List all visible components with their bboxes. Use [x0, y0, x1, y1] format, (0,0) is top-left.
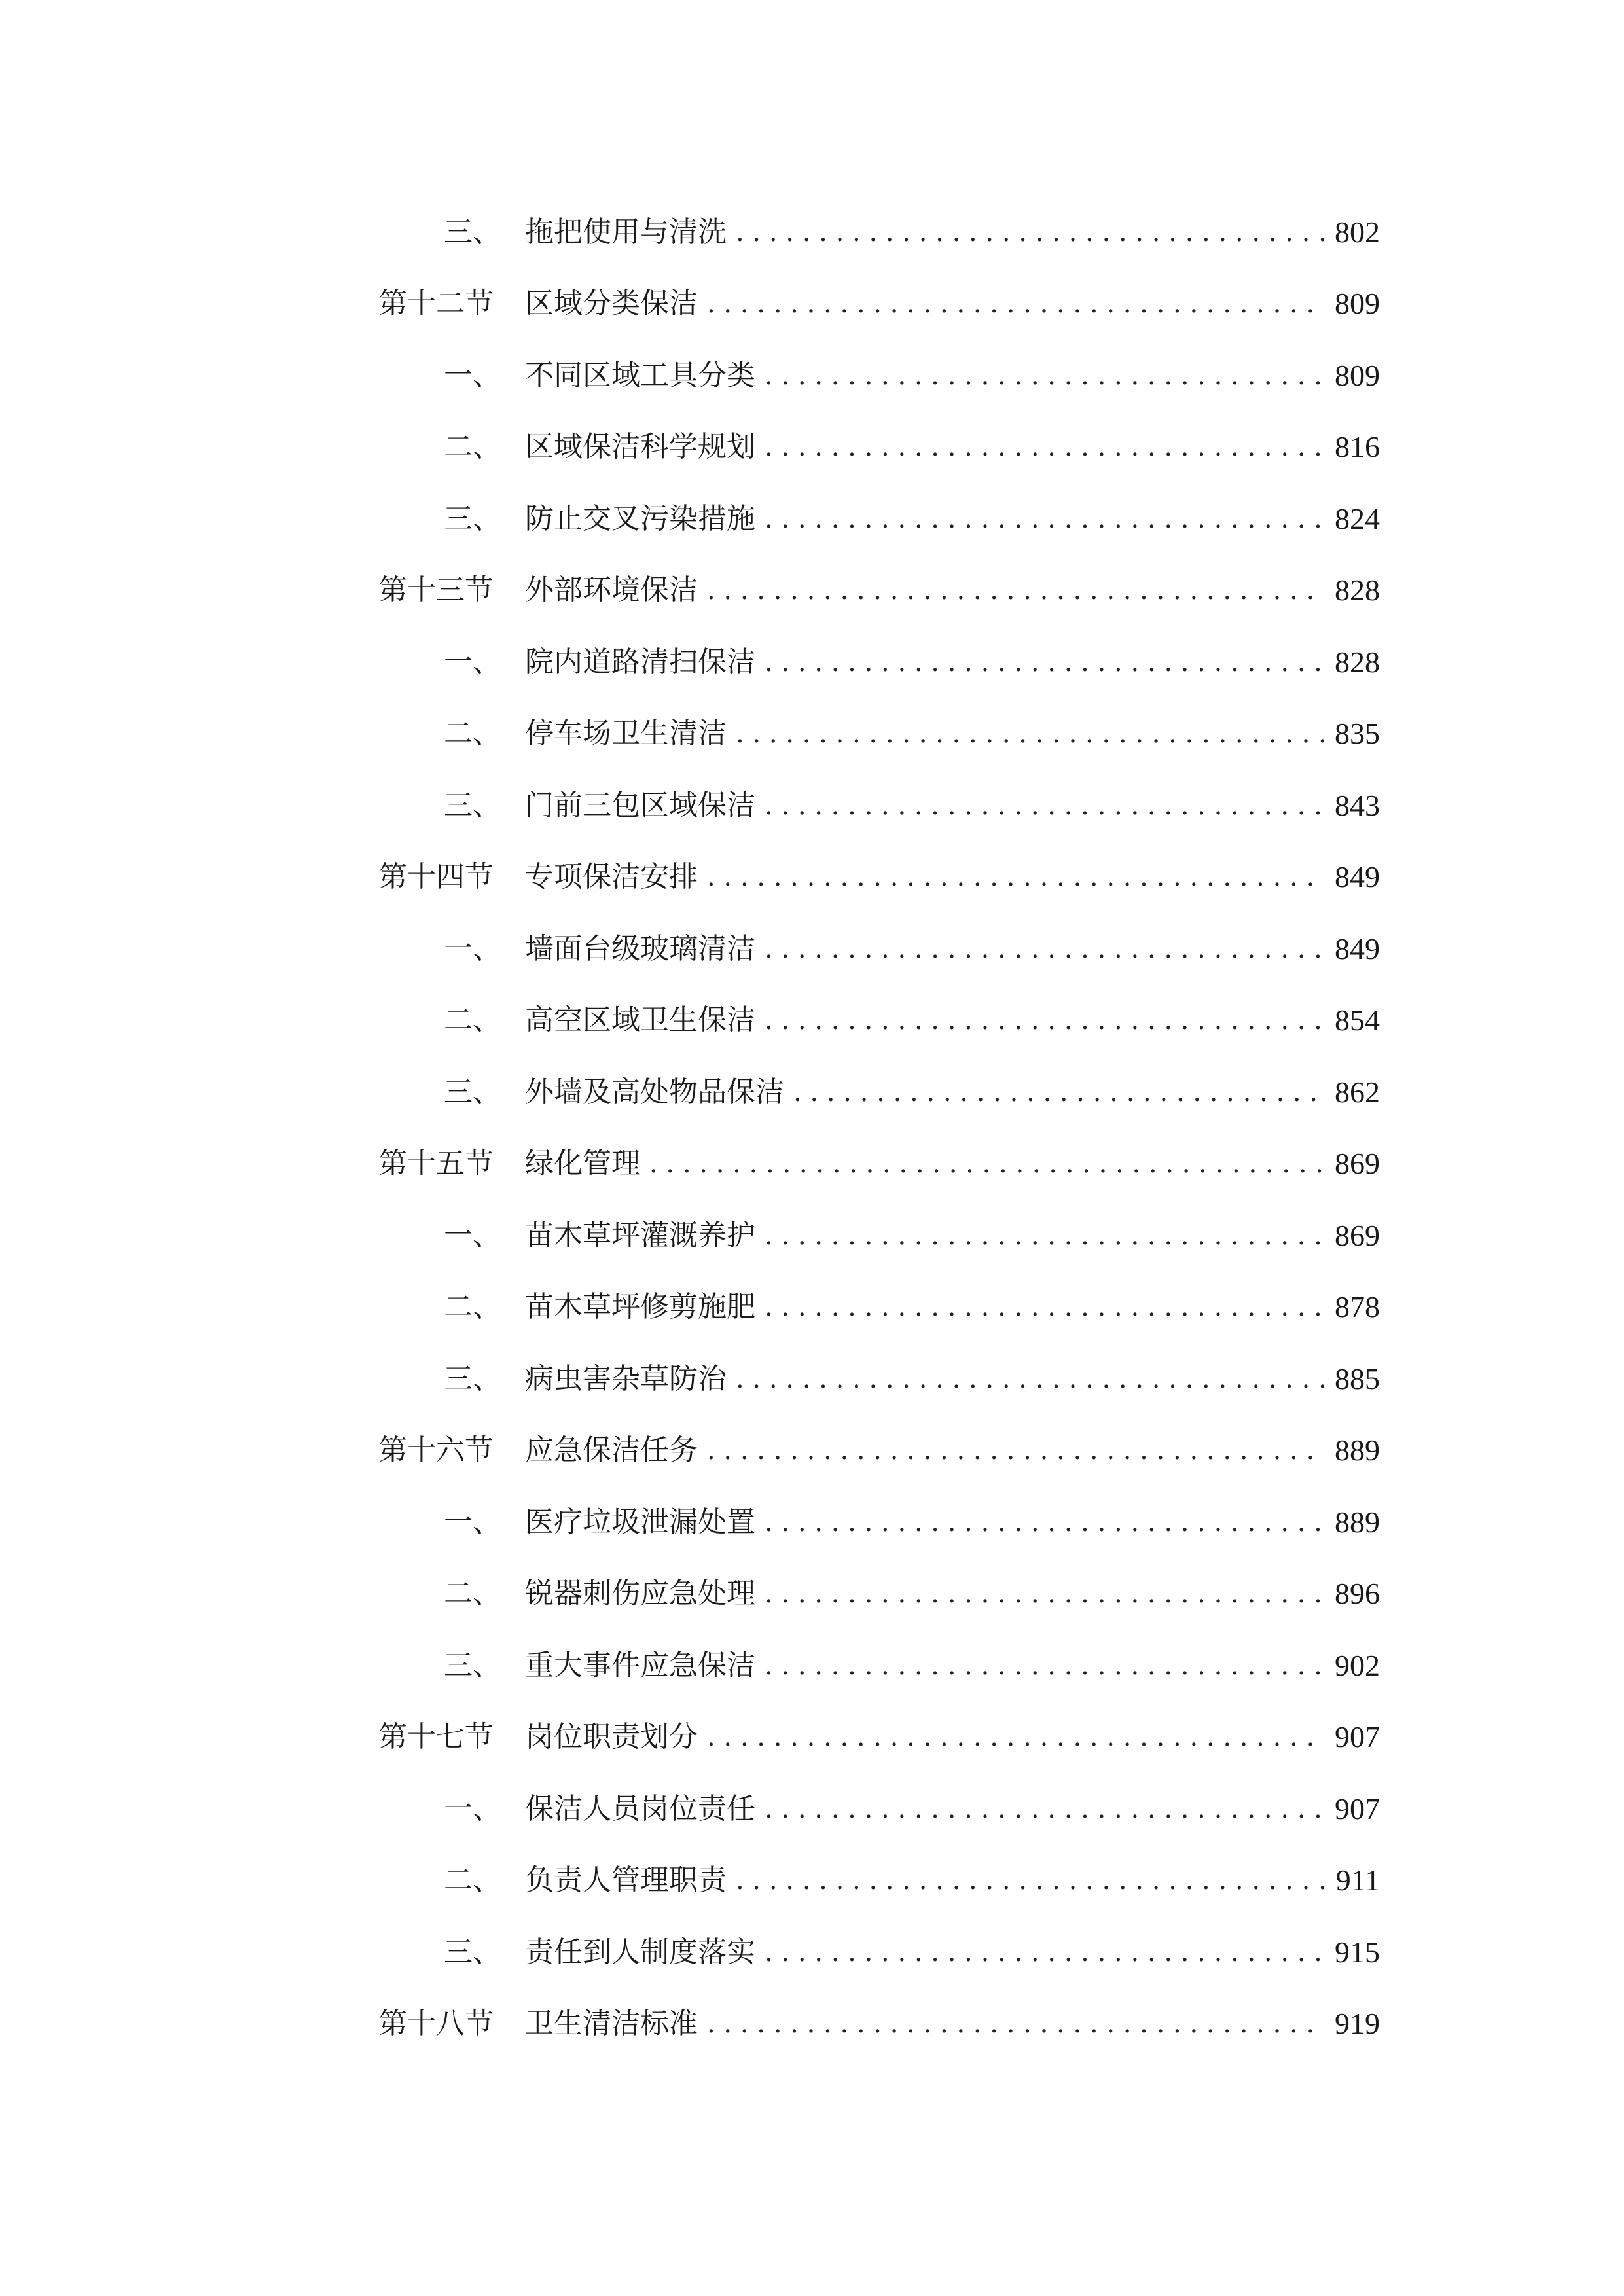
toc-dot-leader [793, 1079, 1325, 1105]
toc-entry-marker: 一、 [444, 1791, 501, 1825]
toc-section-entry[interactable] [378, 1702, 1380, 1774]
toc-item-entry[interactable] [378, 483, 1380, 555]
toc-item-entry[interactable] [378, 913, 1380, 985]
toc-item-entry[interactable] [378, 985, 1380, 1057]
toc-entry-title: 医疗垃圾泄漏处置 [525, 1505, 755, 1539]
toc-entry-title: 负责人管理职责 [525, 1863, 727, 1897]
toc-dot-leader [649, 1151, 1325, 1177]
toc-page-number: 835 [1335, 717, 1380, 751]
toc-dot-leader [765, 434, 1325, 460]
toc-dot-leader [707, 1437, 1325, 1463]
toc-page-number: 907 [1335, 1791, 1380, 1825]
toc-entry-marker: 二、 [444, 1863, 501, 1897]
toc-dot-leader [736, 1366, 1325, 1392]
toc-dot-leader [765, 793, 1325, 819]
toc-entry-title: 外部环境保洁 [525, 573, 698, 607]
toc-dot-leader [707, 291, 1325, 317]
toc-page-number: 902 [1335, 1648, 1380, 1682]
toc-entry-marker: 第十四节 [378, 860, 494, 894]
toc-page-number: 809 [1335, 358, 1380, 392]
toc-entry-title: 高空区域卫生保洁 [525, 1003, 755, 1037]
toc-item-entry[interactable] [378, 1200, 1380, 1272]
toc-item-entry[interactable] [378, 340, 1380, 412]
toc-entry-title: 不同区域工具分类 [525, 358, 755, 392]
toc-item-entry[interactable] [378, 770, 1380, 842]
toc-entry-marker: 三、 [444, 1075, 501, 1109]
toc-entry-title: 外墙及高处物品保洁 [525, 1075, 784, 1109]
toc-page-number: 824 [1335, 501, 1380, 535]
toc-dot-leader [707, 577, 1325, 603]
table-of-contents [378, 196, 1380, 2060]
toc-entry-title: 停车场卫生清洁 [525, 717, 727, 751]
toc-page-number: 907 [1335, 1720, 1380, 1754]
toc-entry-title: 拖把使用与清洗 [525, 215, 727, 249]
toc-item-entry[interactable] [378, 196, 1380, 268]
toc-page-number: 849 [1335, 860, 1380, 894]
toc-entry-marker: 三、 [444, 1935, 501, 1969]
toc-dot-leader [765, 1294, 1325, 1320]
toc-item-entry[interactable] [378, 698, 1380, 770]
toc-page-number: 849 [1335, 931, 1380, 965]
toc-page-number: 885 [1335, 1361, 1380, 1395]
toc-dot-leader [736, 721, 1325, 747]
toc-entry-title: 苗木草坪修剪施肥 [525, 1290, 755, 1324]
toc-entry-marker: 第十六节 [378, 1433, 494, 1467]
toc-entry-title: 卫生清洁标准 [525, 2007, 698, 2041]
toc-page-number: 889 [1335, 1505, 1380, 1539]
toc-entry-title: 锐器刺伤应急处理 [525, 1577, 755, 1611]
toc-item-entry[interactable] [378, 1558, 1380, 1630]
toc-entry-title: 绿化管理 [525, 1147, 640, 1181]
toc-entry-marker: 二、 [444, 1290, 501, 1324]
toc-section-entry[interactable] [378, 1988, 1380, 2060]
toc-dot-leader [707, 1724, 1325, 1750]
toc-item-entry[interactable] [378, 1056, 1380, 1128]
toc-dot-leader [736, 1867, 1325, 1893]
toc-entry-marker: 一、 [444, 1505, 501, 1539]
toc-entry-marker: 二、 [444, 1577, 501, 1611]
toc-dot-leader [765, 1581, 1325, 1607]
toc-entry-title: 区域保洁科学规划 [525, 430, 755, 464]
toc-page-number: 889 [1335, 1433, 1380, 1467]
toc-item-entry[interactable] [378, 1845, 1380, 1917]
toc-entry-title: 院内道路清扫保洁 [525, 645, 755, 679]
toc-entry-marker: 二、 [444, 717, 501, 751]
toc-entry-marker: 第十五节 [378, 1147, 494, 1181]
toc-entry-marker: 三、 [444, 1648, 501, 1682]
toc-entry-marker: 第十七节 [378, 1720, 494, 1754]
toc-entry-marker: 二、 [444, 430, 501, 464]
toc-page-number: 911 [1335, 1863, 1380, 1897]
toc-page-number: 828 [1335, 645, 1380, 679]
toc-entry-marker: 三、 [444, 501, 501, 535]
toc-page-number: 896 [1335, 1577, 1380, 1611]
toc-dot-leader [765, 1007, 1325, 1033]
toc-page-number: 878 [1335, 1290, 1380, 1324]
toc-section-entry[interactable] [378, 1415, 1380, 1487]
toc-dot-leader [707, 2011, 1325, 2037]
toc-page-number: 802 [1335, 215, 1380, 249]
toc-section-entry[interactable] [378, 555, 1380, 627]
toc-dot-leader [736, 219, 1325, 245]
toc-entry-marker: 一、 [444, 645, 501, 679]
toc-dot-leader [765, 363, 1325, 389]
toc-entry-title: 专项保洁安排 [525, 860, 698, 894]
toc-entry-marker: 第十三节 [378, 573, 494, 607]
toc-entry-title: 保洁人员岗位责任 [525, 1791, 755, 1825]
toc-dot-leader [765, 1796, 1325, 1822]
toc-entry-marker: 第十二节 [378, 287, 494, 321]
toc-item-entry[interactable] [378, 1630, 1380, 1702]
toc-section-entry[interactable] [378, 268, 1380, 340]
toc-page-number: 816 [1335, 430, 1380, 464]
toc-entry-title: 防止交叉污染措施 [525, 501, 755, 535]
toc-item-entry[interactable] [378, 1486, 1380, 1558]
toc-page-number: 869 [1335, 1147, 1380, 1181]
toc-page-number: 915 [1335, 1935, 1380, 1969]
toc-item-entry[interactable] [378, 1916, 1380, 1988]
toc-page-number: 809 [1335, 287, 1380, 321]
toc-dot-leader [765, 506, 1325, 532]
toc-entry-title: 苗木草坪灌溉养护 [525, 1218, 755, 1252]
toc-dot-leader [765, 1509, 1325, 1535]
toc-entry-marker: 三、 [444, 788, 501, 822]
toc-dot-leader [765, 1223, 1325, 1249]
toc-section-entry[interactable] [378, 842, 1380, 914]
toc-entry-title: 墙面台级玻璃清洁 [525, 931, 755, 965]
toc-entry-title: 岗位职责划分 [525, 1720, 698, 1754]
toc-entry-title: 病虫害杂草防治 [525, 1361, 727, 1395]
toc-page-number: 843 [1335, 788, 1380, 822]
toc-item-entry[interactable] [378, 1773, 1380, 1845]
toc-entry-title: 区域分类保洁 [525, 287, 698, 321]
toc-item-entry[interactable] [378, 626, 1380, 698]
toc-entry-title: 责任到人制度落实 [525, 1935, 755, 1969]
toc-page-number: 854 [1335, 1003, 1380, 1037]
toc-entry-title: 门前三包区域保洁 [525, 788, 755, 822]
toc-dot-leader [765, 1939, 1325, 1965]
toc-entry-marker: 三、 [444, 1361, 501, 1395]
toc-dot-leader [765, 1653, 1325, 1679]
toc-entry-title: 重大事件应急保洁 [525, 1648, 755, 1682]
toc-page-number: 919 [1335, 2007, 1380, 2041]
toc-entry-marker: 一、 [444, 1218, 501, 1252]
toc-page-number: 828 [1335, 573, 1380, 607]
toc-page-number: 862 [1335, 1075, 1380, 1109]
toc-section-entry[interactable] [378, 1128, 1380, 1200]
toc-entry-marker: 二、 [444, 1003, 501, 1037]
toc-entry-marker: 一、 [444, 358, 501, 392]
toc-item-entry[interactable] [378, 412, 1380, 484]
toc-dot-leader [707, 864, 1325, 890]
toc-entry-marker: 第十八节 [378, 2007, 494, 2041]
toc-entry-marker: 一、 [444, 931, 501, 965]
toc-entry-title: 应急保洁任务 [525, 1433, 698, 1467]
toc-page-number: 869 [1335, 1218, 1380, 1252]
toc-item-entry[interactable] [378, 1343, 1380, 1415]
toc-entry-marker: 三、 [444, 215, 501, 249]
toc-dot-leader [765, 936, 1325, 962]
toc-dot-leader [765, 649, 1325, 675]
toc-item-entry[interactable] [378, 1272, 1380, 1344]
